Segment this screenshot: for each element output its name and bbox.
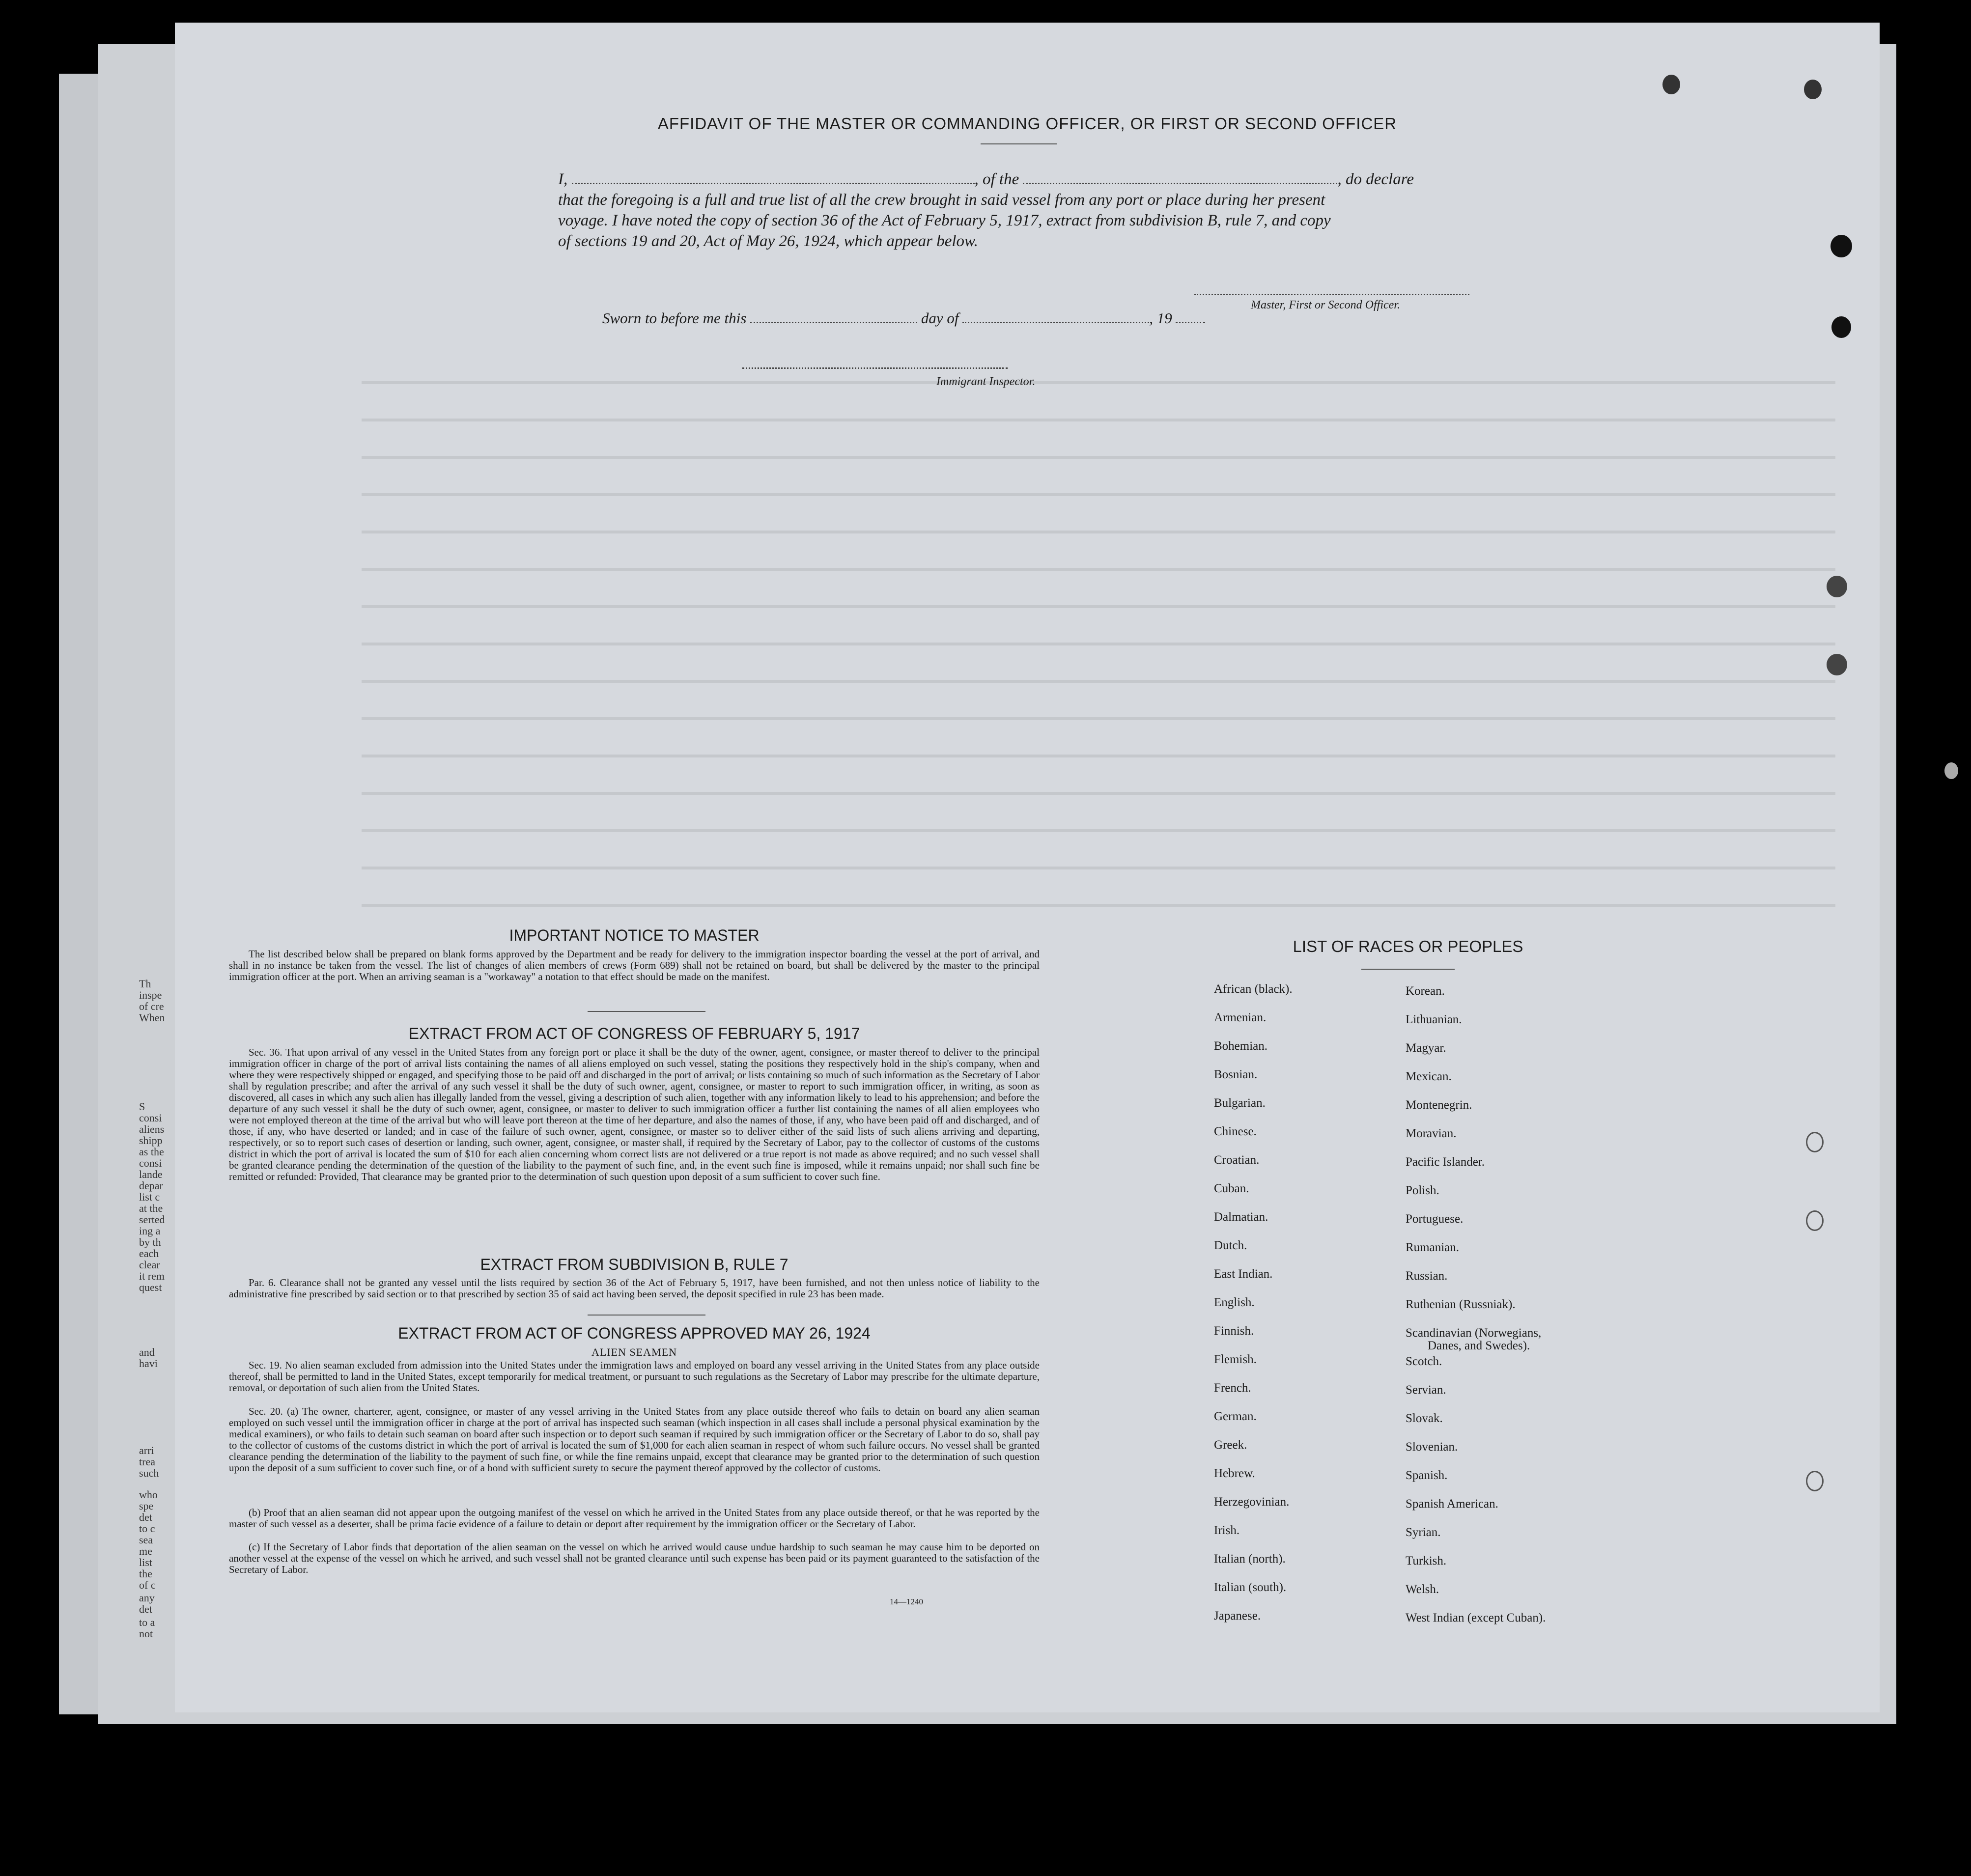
race-item: English.	[1214, 1296, 1255, 1309]
race-item: Bulgarian.	[1214, 1096, 1266, 1110]
sworn-label: Sworn to before me this	[602, 309, 747, 327]
notice-rule	[588, 1011, 705, 1012]
race-item: West Indian (except Cuban).	[1406, 1611, 1546, 1624]
race-item: French.	[1214, 1381, 1251, 1395]
punch-hole	[1827, 654, 1847, 675]
extract-1924-sec19: Sec. 19. No alien seaman excluded from admission into the United States under the immigration laws and employed on board any vessel arriving in the United States from any place outside thereof, shall be permitted to land in the United States, except temporarily for medical treatment, or pursuant to such regulations as the Secretary of Labor may prescribe for the ultimate departure, removal, or deportation of such alien from the United States.	[229, 1359, 1040, 1394]
race-item: Portuguese.	[1406, 1212, 1464, 1226]
rule-7-title: EXTRACT FROM SUBDIVISION B, RULE 7	[480, 1256, 788, 1273]
race-item: Mexican.	[1406, 1070, 1452, 1083]
do-declare-label: , do declare	[1337, 170, 1414, 188]
affidavit-declaration	[558, 169, 1501, 252]
master-signature-label: Master, First or Second Officer.	[1251, 299, 1400, 311]
sworn-year-field[interactable]	[1176, 321, 1205, 323]
race-item: Herzegovinian.	[1214, 1495, 1290, 1509]
race-item: Montenegrin.	[1406, 1098, 1472, 1112]
races-title: LIST OF RACES OR PEOPLES	[1293, 937, 1523, 955]
race-item: Magyar.	[1406, 1041, 1446, 1055]
extract-1924-title: EXTRACT FROM ACT OF CONGRESS APPROVED MAY 26, 1924	[398, 1324, 871, 1342]
race-item: Spanish American.	[1406, 1497, 1498, 1511]
binder-ring	[1806, 1132, 1824, 1152]
sworn-day-field[interactable]	[750, 321, 917, 323]
extract-1917-text: Sec. 36. That upon arrival of any vessel in the United States from any foreign port or place it shall be the duty of the owner, agent, consignee, or master thereof to deliver to the principal immigration officer in charge of the port of arrival lists containing the names of all aliens employed on such vessel, stating the positions they respectively hold in the ship's company, when and where they were respectively shipped or engaged, and specifying those to be paid off and discharged in the port of arrival; or lists containing so much of such information as the Secretary of Labor shall by regulation prescribe; and after the arrival of any such vessel it shall be the duty of such owner, agent, consignee, or master to report to such immigration officer, in writing, as soon as discovered, all cases in which any such alien has illegally landed from the vessel, giving a description of such alien, together with any information likely to lead to his apprehension; and before the departure of any such vessel it shall be the duty of such owner, agent, consignee, or master to deliver to such immigration officer a further list containing the names of all alien employees who were not employed thereon at the time of the arrival but who will leave port thereon at the time of her departure, and also the names of those, if any, who have been paid off and discharged, and of those, if any, who have deserted or landed; and in case of the failure of such owner, agent, consignee, or master so to deliver either of the said lists of such aliens arriving and departing, respectively, or so to report such cases of desertion or landing, such owner, agent, consignee, or master shall, if required by the Secretary of Labor, pay to the collector of customs of the customs district in which the port of arrival is located the sum of $10 for each alien concerning whom correct lists are not delivered or a true report is not made as above required; and no such vessel shall be granted clearance pending the determination of the question of the liability to the payment of such fine, and, in the event such fine is imposed, while it remains unpaid; nor shall such fine be remitted or refunded: Provided, That clearance may be granted prior to the determination of such question upon deposit of a sum sufficient to cover such fine.	[229, 1046, 1040, 1182]
form-number: 14—1240	[890, 1597, 923, 1606]
notice-text: The list described below shall be prepared on blank forms approved by the Department and be ready for delivery to the immigration inspector boarding the vessel at the port of arrival, and shall in no instance be taken from the vessel. The list of changes of alien members of crews (Form 689) shall not be retained on board, but shall be delivered by the master to the principal immigration officer at the port. When an arriving seaman is a "workaway" a notation to that effect should be made on the manifest.	[229, 948, 1040, 982]
race-item: Spanish.	[1406, 1469, 1448, 1482]
declaration-line-3: voyage. I have noted the copy of section 36 of the Act of February 5, 1917, extract from subdivision B, rule 7, and copy	[558, 212, 1331, 229]
punch-hole	[1830, 235, 1852, 257]
race-item: Servian.	[1406, 1383, 1446, 1397]
of-the-label: , of the	[974, 170, 1019, 188]
race-item: Chinese.	[1214, 1125, 1257, 1138]
race-item: Flemish.	[1214, 1353, 1257, 1366]
year-prefix: , 19	[1149, 309, 1172, 327]
race-item: Syrian.	[1406, 1526, 1441, 1539]
race-item: Moravian.	[1406, 1127, 1457, 1140]
punch-hole	[1827, 576, 1847, 597]
race-item: Danes, and Swedes).	[1428, 1339, 1530, 1352]
race-item: East Indian.	[1214, 1267, 1273, 1281]
race-item: Lithuanian.	[1406, 1013, 1462, 1026]
race-item: Ruthenian (Russniak).	[1406, 1298, 1516, 1311]
declarant-name-field[interactable]	[572, 182, 975, 184]
punch-hole	[1804, 80, 1822, 99]
declaration-line-2: that the foregoing is a full and true list of all the crew brought in said vessel from any port or place during her present	[558, 191, 1325, 209]
declarant-i: I,	[558, 170, 568, 188]
race-item: Scandinavian (Norwegians,	[1406, 1326, 1542, 1340]
race-item: Italian (north).	[1214, 1552, 1286, 1566]
race-item: Greek.	[1214, 1438, 1247, 1452]
vessel-name-field[interactable]	[1023, 182, 1337, 184]
alien-seamen-subtitle: ALIEN SEAMEN	[591, 1346, 677, 1358]
race-item: Scotch.	[1406, 1355, 1442, 1368]
sworn-line	[602, 309, 1205, 327]
rule-7-text: Par. 6. Clearance shall not be granted any vessel until the lists required by section 36 of the Act of February 5, 1917, have been furnished, and not then unless notice of liability to the administrative fine prescribed by said section or to that prescribed by section 35 of said act having been served, the deposit specified in rule 23 has been made.	[229, 1277, 1040, 1300]
extract-1924-sec20c: (c) If the Secretary of Labor finds that deportation of the alien seaman on the vessel on which he arrived would cause undue hardship to such seaman he may cause him to be deported on another vessel at the expense of the vessel on which he arrived, and such vessel shall not be granted clearance until such expense has been paid or its payment guaranteed to the satisfaction of the Secretary of Labor.	[229, 1541, 1040, 1575]
race-item: Croatian.	[1214, 1153, 1260, 1167]
binder-ring	[1806, 1210, 1824, 1231]
inspector-signature-label: Immigrant Inspector.	[936, 375, 1036, 388]
extract-1924-sec20: Sec. 20. (a) The owner, charterer, agent, consignee, or master of any vessel arriving in the United States from any place outside thereof who fails to detain on board any alien seaman employed on such vessel until the immigration officer in charge at the port of arrival has inspected such seaman (which inspection in all cases shall include a personal physical examination by the medical examiners), or who fails to detain such seaman on board after such inspection or to deport such seaman if required by such immigration officer or the Secretary of Labor to do so, shall pay to the collector of customs of the customs district in which the port of arrival is located the sum of $1,000 for each alien seaman in respect of whom such failure occurs. No vessel shall be granted clearance pending the determination of the liability to the payment of such fine, or while the fine remains unpaid, except that clearance may be granted prior to the determination of such question upon the deposit of a sum sufficient to cover such fine, or of a bond with sufficient surety to secure the payment thereof approved by the collector of customs.	[229, 1405, 1040, 1474]
punch-hole	[1831, 316, 1851, 338]
race-item: Korean.	[1406, 984, 1445, 998]
sworn-month-field[interactable]	[962, 321, 1149, 323]
manifest-page	[175, 23, 1880, 1712]
race-item: Bosnian.	[1214, 1068, 1258, 1081]
extract-1917-title: EXTRACT FROM ACT OF CONGRESS OF FEBRUARY 5, 1917	[408, 1025, 860, 1042]
race-item: Pacific Islander.	[1406, 1155, 1485, 1169]
extract-1924-sec20b: (b) Proof that an alien seaman did not appear upon the outgoing manifest of the vessel on which he arrived in the United States from any place outside thereof, or that he was reported by the master of such vessel as a deserter, shall be prima facie evidence of a failure to detain or deport after requirement by the immigration officer or the Secretary of Labor.	[229, 1507, 1040, 1530]
declaration-line-4: of sections 19 and 20, Act of May 26, 1924, which appear below.	[558, 232, 978, 250]
race-item: German.	[1214, 1410, 1257, 1423]
race-item: African (black).	[1214, 982, 1293, 996]
race-item: Dutch.	[1214, 1239, 1247, 1252]
race-item: Rumanian.	[1406, 1241, 1460, 1254]
race-item: Slovenian.	[1406, 1440, 1458, 1454]
master-signature-line[interactable]	[1194, 293, 1469, 295]
affidavit-title: AFFIDAVIT OF THE MASTER OR COMMANDING OFFICER, OR FIRST OR SECOND OFFICER	[657, 114, 1397, 133]
races-rule	[1361, 969, 1455, 970]
race-item: Dalmatian.	[1214, 1210, 1268, 1224]
race-item: Japanese.	[1214, 1609, 1261, 1623]
race-item: Bohemian.	[1214, 1039, 1268, 1053]
race-item: Russian.	[1406, 1269, 1448, 1283]
race-item: Turkish.	[1406, 1554, 1447, 1568]
race-item: Slovak.	[1406, 1412, 1443, 1425]
race-item: Hebrew.	[1214, 1467, 1255, 1480]
binder-ring	[1806, 1471, 1824, 1491]
race-item: Armenian.	[1214, 1011, 1267, 1024]
race-item: Cuban.	[1214, 1182, 1249, 1195]
race-item: Italian (south).	[1214, 1581, 1287, 1594]
inspector-signature-line[interactable]	[742, 366, 1008, 369]
punch-hole	[1944, 762, 1958, 779]
day-of-label: day of	[921, 309, 959, 327]
race-item: Irish.	[1214, 1524, 1240, 1537]
notice-title: IMPORTANT NOTICE TO MASTER	[509, 926, 760, 944]
race-item: Finnish.	[1214, 1324, 1254, 1338]
title-rule	[981, 143, 1057, 144]
race-item: Welsh.	[1406, 1583, 1439, 1596]
punch-hole	[1662, 75, 1680, 94]
rule-7-rule	[588, 1315, 705, 1316]
bleed-through-table	[362, 376, 1835, 941]
race-item: Polish.	[1406, 1184, 1439, 1197]
